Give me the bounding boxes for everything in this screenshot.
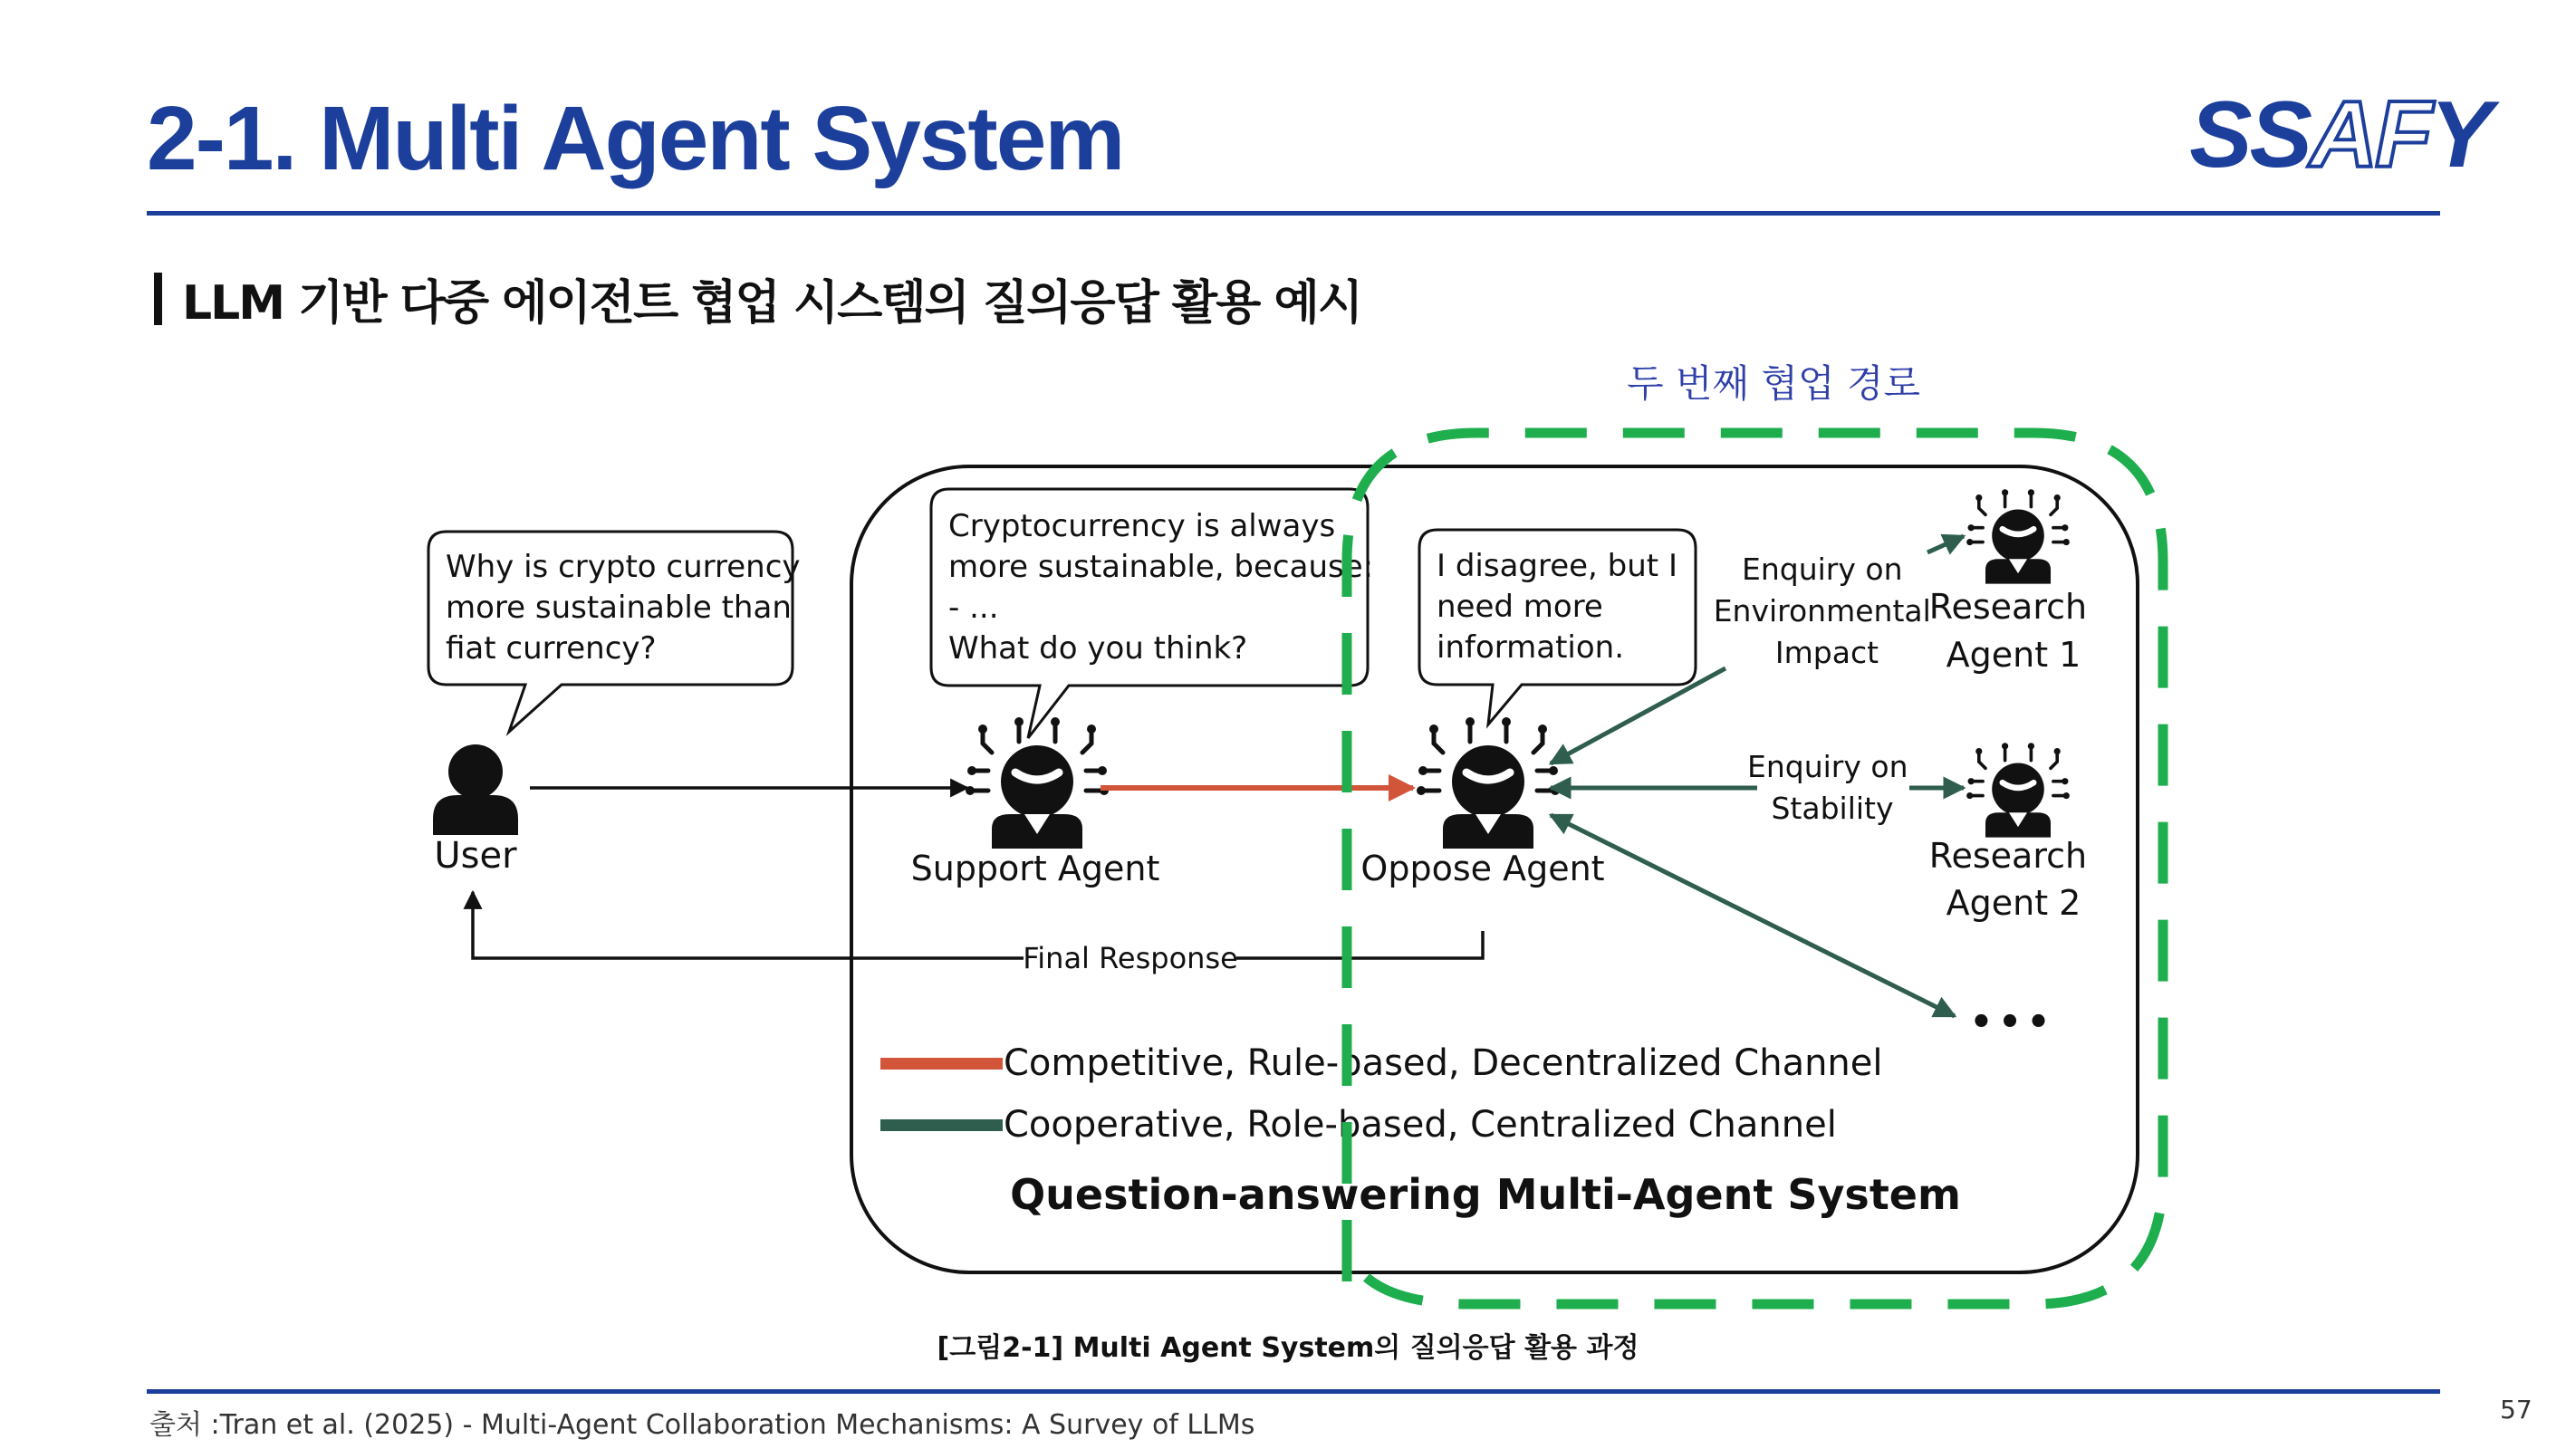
research-agent-1-icon	[1966, 489, 2070, 583]
oppose-agent-label: Oppose Agent	[1360, 849, 1605, 888]
source-citation: 출처 :Tran et al. (2025) - Multi-Agent Collaboration Mechanisms: A Survey of LLMs	[149, 1409, 1255, 1441]
slide-title: 2-1. Multi Agent System	[147, 88, 1124, 189]
logo-part: SS	[2189, 82, 2310, 187]
legend-competitive-label: Competitive, Rule-based, Decentralized Channel	[1004, 1042, 1883, 1084]
footer-divider	[147, 1389, 2440, 1394]
support-agent-label: Support Agent	[910, 849, 1160, 888]
support-bubble-text: Cryptocurrency is always more sustainable, because: - ... What do you think?	[948, 508, 1374, 667]
more-agents-ellipsis: •••	[1969, 1002, 2056, 1043]
enquiry-environmental-label: Enquiry on Environmental Impact	[1713, 552, 1931, 670]
figure-caption: [그림2-1] Multi Agent System의 질의응답 활용 과정	[937, 1332, 1639, 1364]
research-agent-2-icon	[1966, 743, 2070, 837]
oppose-bubble-text: I disagree, but I need more information.	[1437, 548, 1677, 666]
research-agent-1-label: Research Agent 1	[1928, 587, 2088, 675]
user-bubble-text: Why is crypto currency more sustainable than fiat currency?	[446, 549, 801, 667]
oppose-agent-icon	[1417, 717, 1560, 849]
more-agents-arrow	[1551, 815, 1955, 1016]
enquiry-stability-label: Enquiry on Stability	[1747, 749, 1908, 826]
logo-part: A	[2309, 82, 2376, 187]
page-number: 57	[2500, 1395, 2533, 1425]
section-heading-text: LLM 기반 다중 에이전트 협업 시스템의 질의응답 활용 예시	[182, 276, 1361, 331]
logo-part: F	[2375, 82, 2430, 187]
research-agent-2-label: Research Agent 2	[1928, 836, 2088, 923]
legend-competitive-swatch	[880, 1058, 1003, 1070]
user-label: User	[434, 835, 517, 877]
system-title: Question-answering Multi-Agent System	[1010, 1170, 1961, 1219]
second-collaboration-path-label: 두 번째 협업 경로	[1626, 361, 1921, 406]
support-agent-icon	[966, 717, 1109, 849]
final-response-label: Final Response	[1023, 941, 1238, 975]
logo-part: Y	[2429, 82, 2490, 187]
legend-cooperative-swatch	[880, 1119, 1003, 1131]
legend-cooperative-label: Cooperative, Role-based, Centralized Channel	[1004, 1104, 1837, 1146]
research-agent-1-arrowhead	[1927, 536, 1964, 552]
final-response-arrow	[473, 892, 1483, 958]
user-icon	[433, 744, 518, 835]
